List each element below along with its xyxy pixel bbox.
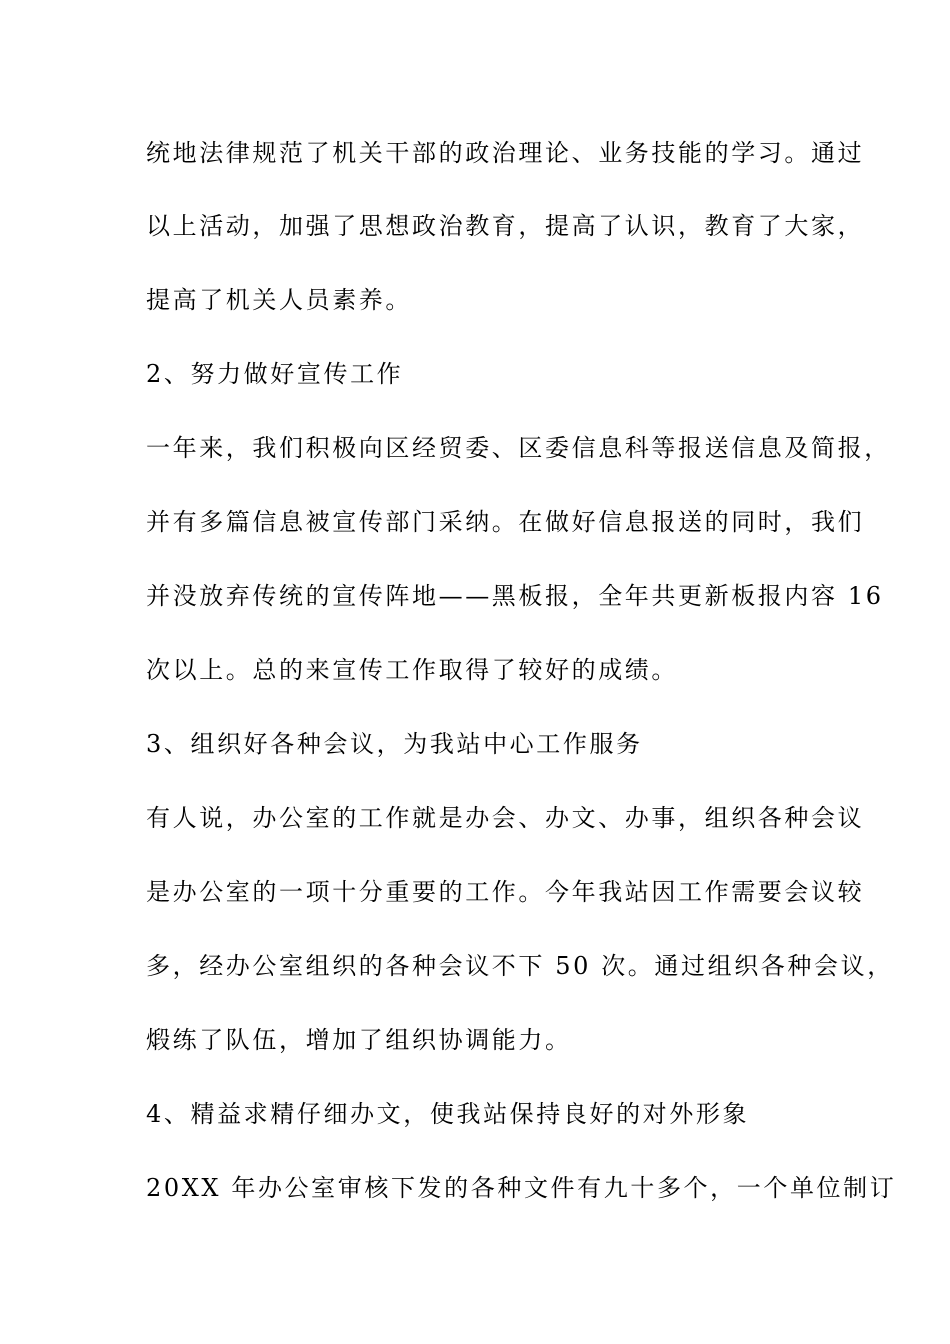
text-line: 并没放弃传统的宣传阵地——黑板报，全年共更新板报内容 16: [146, 582, 884, 610]
text-line: 20XX 年办公室审核下发的各种文件有九十多个，一个单位制订: [146, 1174, 897, 1202]
text-line: 一年来，我们积极向区经贸委、区委信息科等报送信息及简报，: [146, 434, 891, 462]
text-line: 提高了机关人员素养。: [146, 286, 412, 314]
section-heading: 4、精益求精仔细办文，使我站保持良好的对外形象: [146, 1100, 750, 1128]
text-line: 统地法律规范了机关干部的政治理论、业务技能的学习。通过: [146, 139, 865, 167]
text-line: 并有多篇信息被宣传部门采纳。在做好信息报送的同时，我们: [146, 508, 865, 536]
section-heading: 2、努力做好宣传工作: [146, 360, 404, 388]
text-line: 有人说，办公室的工作就是办会、办文、办事，组织各种会议: [146, 804, 865, 832]
text-line: 是办公室的一项十分重要的工作。今年我站因工作需要会议较: [146, 878, 865, 906]
text-line: 以上活动，加强了思想政治教育，提高了认识，教育了大家，: [146, 212, 865, 240]
text-line: 煅练了队伍，增加了组织协调能力。: [146, 1026, 572, 1054]
text-line: 次以上。总的来宣传工作取得了较好的成绩。: [146, 656, 678, 684]
text-line: 多，经办公室组织的各种会议不下 50 次。通过组织各种会议，: [146, 952, 894, 980]
section-heading: 3、组织好各种会议，为我站中心工作服务: [146, 730, 643, 758]
